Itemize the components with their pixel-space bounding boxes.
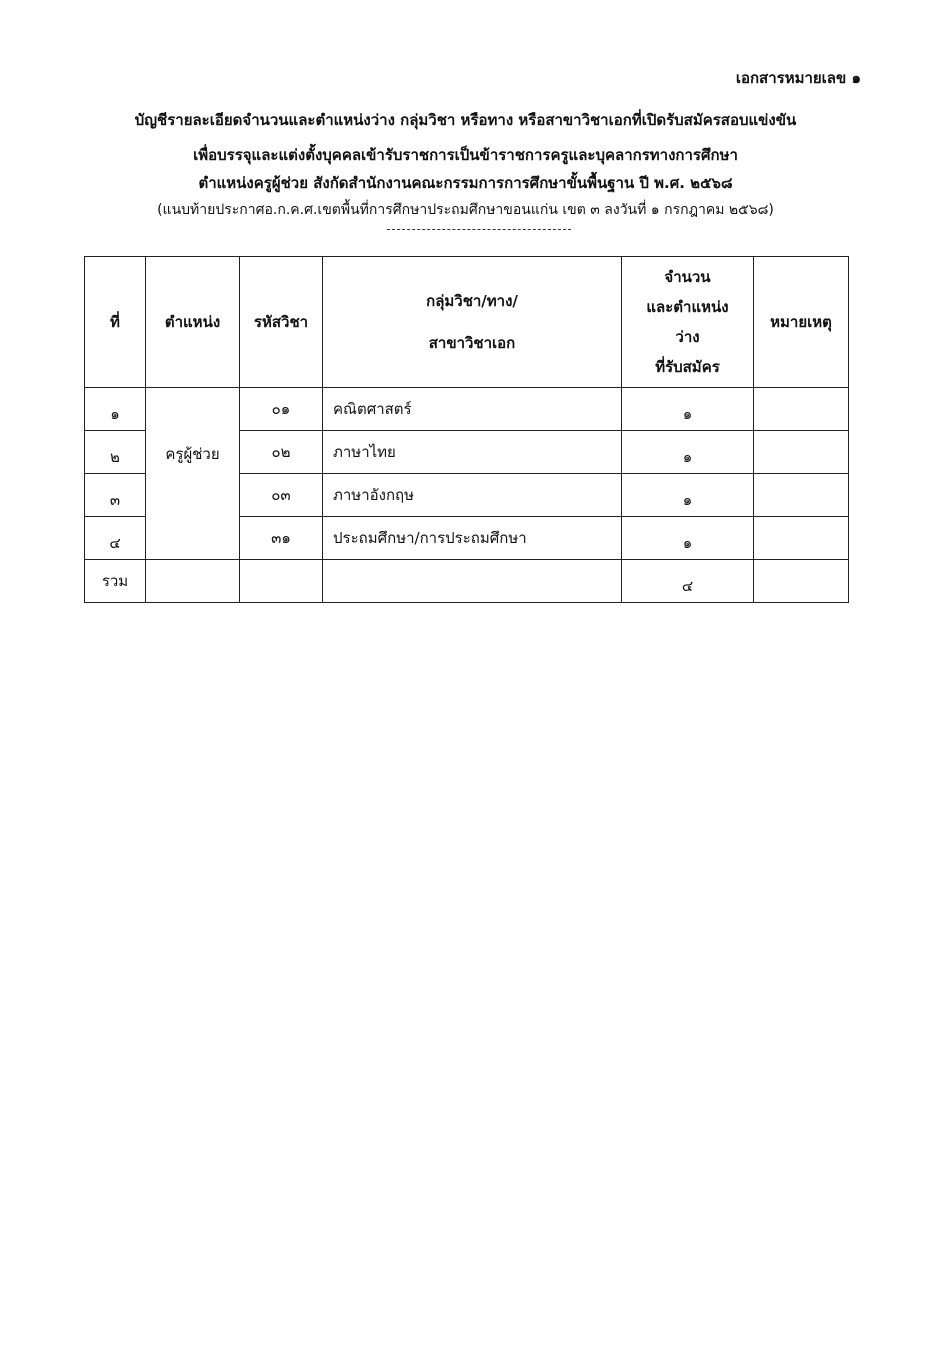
total-remark <box>754 560 849 603</box>
row-remark <box>754 517 849 560</box>
row-subject: ภาษาไทย <box>323 431 622 474</box>
title-line-2: เพื่อบรรจุและแต่งตั้งบุคคลเข้ารับราชการเป็นข้าราชการครูและบุคลากรทางการศึกษา <box>193 146 738 164</box>
table-total-row <box>85 560 849 603</box>
row-code: ๓๑ <box>240 517 323 560</box>
row-remark <box>754 474 849 517</box>
row-count: ๑ <box>622 517 754 560</box>
total-position <box>146 560 240 603</box>
total-subject <box>323 560 622 603</box>
header-remark: หมายเหตุ <box>754 257 849 388</box>
row-code: ๐๑ <box>240 388 323 431</box>
header-count <box>622 257 754 388</box>
header-subject-line-2: สาขาวิชาเอก <box>428 334 516 352</box>
row-no: ๑ <box>85 388 146 431</box>
total-label: รวม <box>85 560 146 603</box>
header-count-line-4: ที่รับสมัคร <box>655 358 720 376</box>
table-row <box>85 388 849 431</box>
total-code <box>240 560 323 603</box>
vacancy-table <box>84 256 849 603</box>
title-divider <box>387 229 571 230</box>
row-subject: ภาษาอังกฤษ <box>323 474 622 517</box>
row-count: ๑ <box>622 431 754 474</box>
row-remark <box>754 431 849 474</box>
header-count-line-3: ว่าง <box>675 328 700 346</box>
row-subject: คณิตศาสตร์ <box>323 388 622 431</box>
title-line-1: บัญชีรายละเอียดจำนวนและตำแหน่งว่าง กลุ่มวิชา หรือทาง หรือสาขาวิชาเอกที่เปิดรับสมัครสอบแข่งขัน <box>134 111 797 129</box>
row-position: ครูผู้ช่วย <box>146 388 240 560</box>
header-subject-line-1: กลุ่มวิชา/ทาง/ <box>426 292 518 310</box>
header-code: รหัสวิชา <box>240 257 323 388</box>
header-no: ที่ <box>85 257 146 388</box>
title-line-4: (แนบท้ายประกาศอ.ก.ค.ศ.เขตพื้นที่การศึกษาประถมศึกษาขอนแก่น เขต ๓ ลงวันที่ ๑ กรกฎาคม ๒๕๖๘) <box>157 202 774 218</box>
document-number: เอกสารหมายเลข ๑ <box>735 69 861 87</box>
table-header-row <box>85 257 849 388</box>
header-position: ตำแหน่ง <box>146 257 240 388</box>
row-no: ๒ <box>85 431 146 474</box>
row-no: ๓ <box>85 474 146 517</box>
row-remark <box>754 388 849 431</box>
header-count-line-2: และตำแหน่ง <box>646 298 729 316</box>
row-count: ๑ <box>622 474 754 517</box>
total-count: ๔ <box>622 560 754 603</box>
header-subject <box>323 257 622 388</box>
row-subject: ประถมศึกษา/การประถมศึกษา <box>323 517 622 560</box>
row-no: ๔ <box>85 517 146 560</box>
title-line-3: ตำแหน่งครูผู้ช่วย สังกัดสำนักงานคณะกรรมการการศึกษาขั้นพื้นฐาน ปี พ.ศ. ๒๕๖๘ <box>198 174 733 192</box>
header-count-line-1: จำนวน <box>664 268 711 286</box>
row-code: ๐๒ <box>240 431 323 474</box>
row-code: ๐๓ <box>240 474 323 517</box>
row-count: ๑ <box>622 388 754 431</box>
